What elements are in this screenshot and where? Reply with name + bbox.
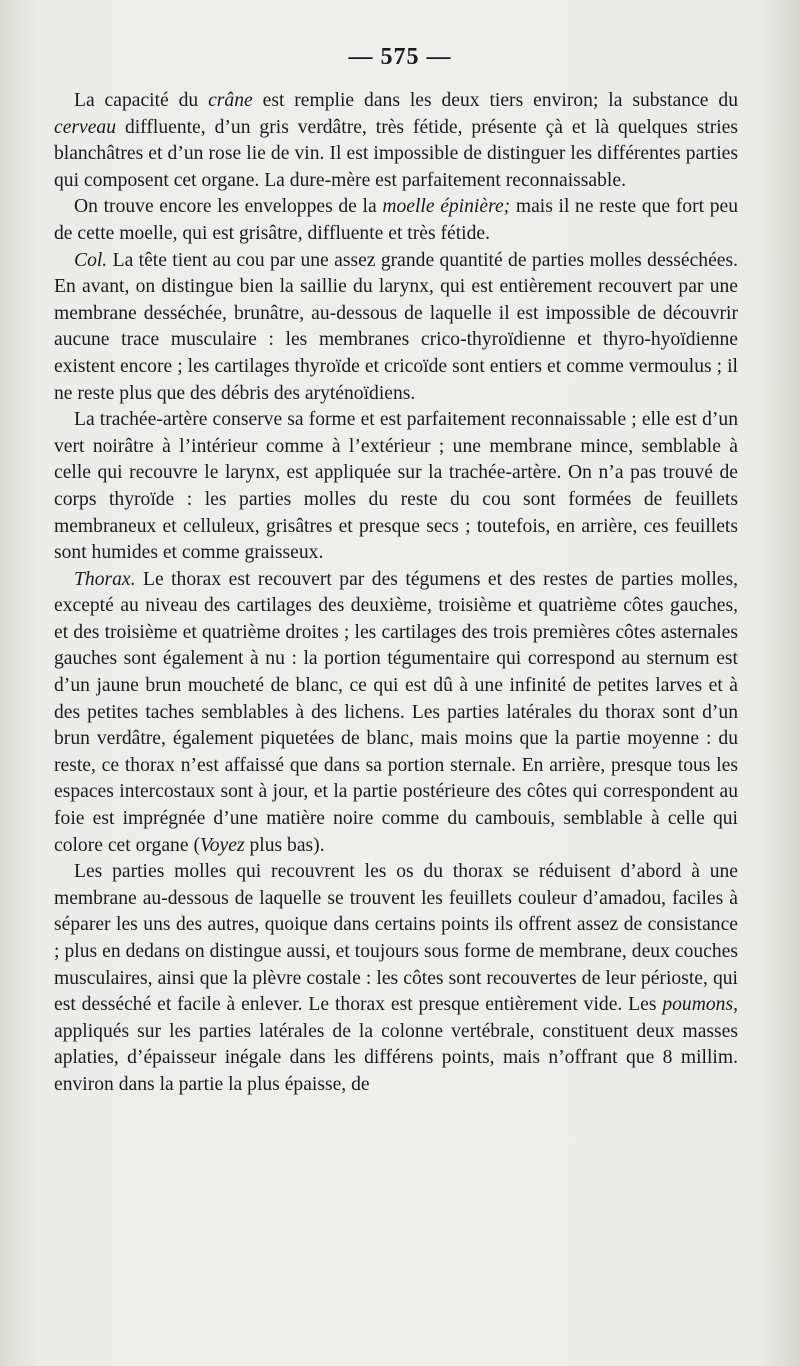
text-run: La tête tient au cou par une assez grande quantité de parties molles desséchées. En avant, on distingue bien la saillie du larynx, qui est entièrement recouvert par une membrane desséchée, brunâtre, au-dessous de laquelle il est impossible de découvrir aucune trace musculaire : les membranes crico-thyroïdienne et thyro-hyoïdienne existent encore ; les cartilages thyroïde et cricoïde sont entiers et comme vermoulus ; il ne reste plus que des débris des aryténoïdiens. [54,249,738,404]
paragraph [54,407,738,567]
italic-term: cerveau [54,116,117,138]
italic-term: crâne [208,90,253,111]
text-run: La capacité du [74,90,209,111]
paragraph [54,567,738,860]
text-run: appliqués sur les parties latérales de la colonne vertébrale, constituent deux masses aplaties, d’épaisseur inégale dans les différens points, mais n’offrant que 8 millim. environ dans la partie la plus épaisse, de [54,1020,738,1095]
italic-term: moelle épinière; [382,196,511,218]
paragraph [54,248,738,408]
italic-term: Col. [74,249,108,271]
text-run: plus bas). [244,834,325,856]
text-run: La trachée-artère conserve sa forme et est parfaitement reconnaissable ; elle est d’un vert noirâtre à l’intérieur comme à l’extérieur ; une membrane mince, semblable à celle qui recouvre le larynx, est appliquée sur la trachée-artère. On n’a pas trouvé de corps thyroïde : les parties molles du reste du cou sont formées de feuillets membraneux et celluleux, grisâtres et presque secs ; toutefois, en arrière, ces feuillets sont humides et comme graisseux. [54,409,738,564]
body-text [54,88,738,1099]
paragraph [54,194,738,247]
text-run: On trouve encore les enveloppes de la [74,196,383,218]
text-run: est remplie dans les deux tiers environ; la substance du [252,90,738,111]
paragraph [54,859,738,1098]
text-run: Le thorax est recouvert par des tégumens et des restes de parties molles, excepté au niveau des cartilages des deuxième, troisième et quatrième côtes gauches, et des troisième et quatrième droites ; les cartilages des trois premières côtes asternales gauches sont également à nu : la portion tégumentaire qui correspond au sternum est d’un jaune brun moucheté de blanc, ce qui est dû à une infinité de petites larves et à des petites taches semblables à des lichens. Les parties latérales du thorax sont d’un brun verdâtre, également piquetées de blanc, mais moins que la partie moyenne : du reste, ce thorax n’est affaissé que dans sa portion sternale. En arrière, presque tous les espaces intercostaux sont à jour, et la partie postérieure des côtes qui correspondent au foie est imprégnée d’une matière noire comme du cambouis, semblable à celle qui colore cet organe ( [54,568,738,856]
text-run: Les parties molles qui recouvrent les os du thorax se réduisent d’abord à une membrane au-dessous de laquelle se trouvent les feuillets couleur d’amadou, faciles à séparer les uns des autres, quoique dans certains points ils offrent assez de consistance ; plus en dedans on distingue aussi, et toujours sous forme de membrane, deux couches musculaires, ainsi que la plèvre costale : les côtes sont recouvertes de leur périoste, qui est desséché et facile à enlever. Le thorax est presque entièrement vide. Les [54,861,738,1016]
text-run: diffluente, d’un gris verdâtre, très fétide, présente çà et là quelques stries blanchâtres et d’un rose lie de vin. Il est impossible de distinguer les différentes parties qui composent cet organe. La dure-mère est parfaitement reconnaissable. [54,116,738,191]
italic-term: poumons, [662,994,738,1016]
paragraph [54,88,738,194]
italic-term: Voyez [199,834,245,856]
text-run: mais il ne reste que fort peu de cette moelle, qui est grisâtre, diffluente et très fétide. [54,196,738,244]
page-number: — 575 — [348,44,452,70]
italic-term: Thorax. [74,568,136,590]
